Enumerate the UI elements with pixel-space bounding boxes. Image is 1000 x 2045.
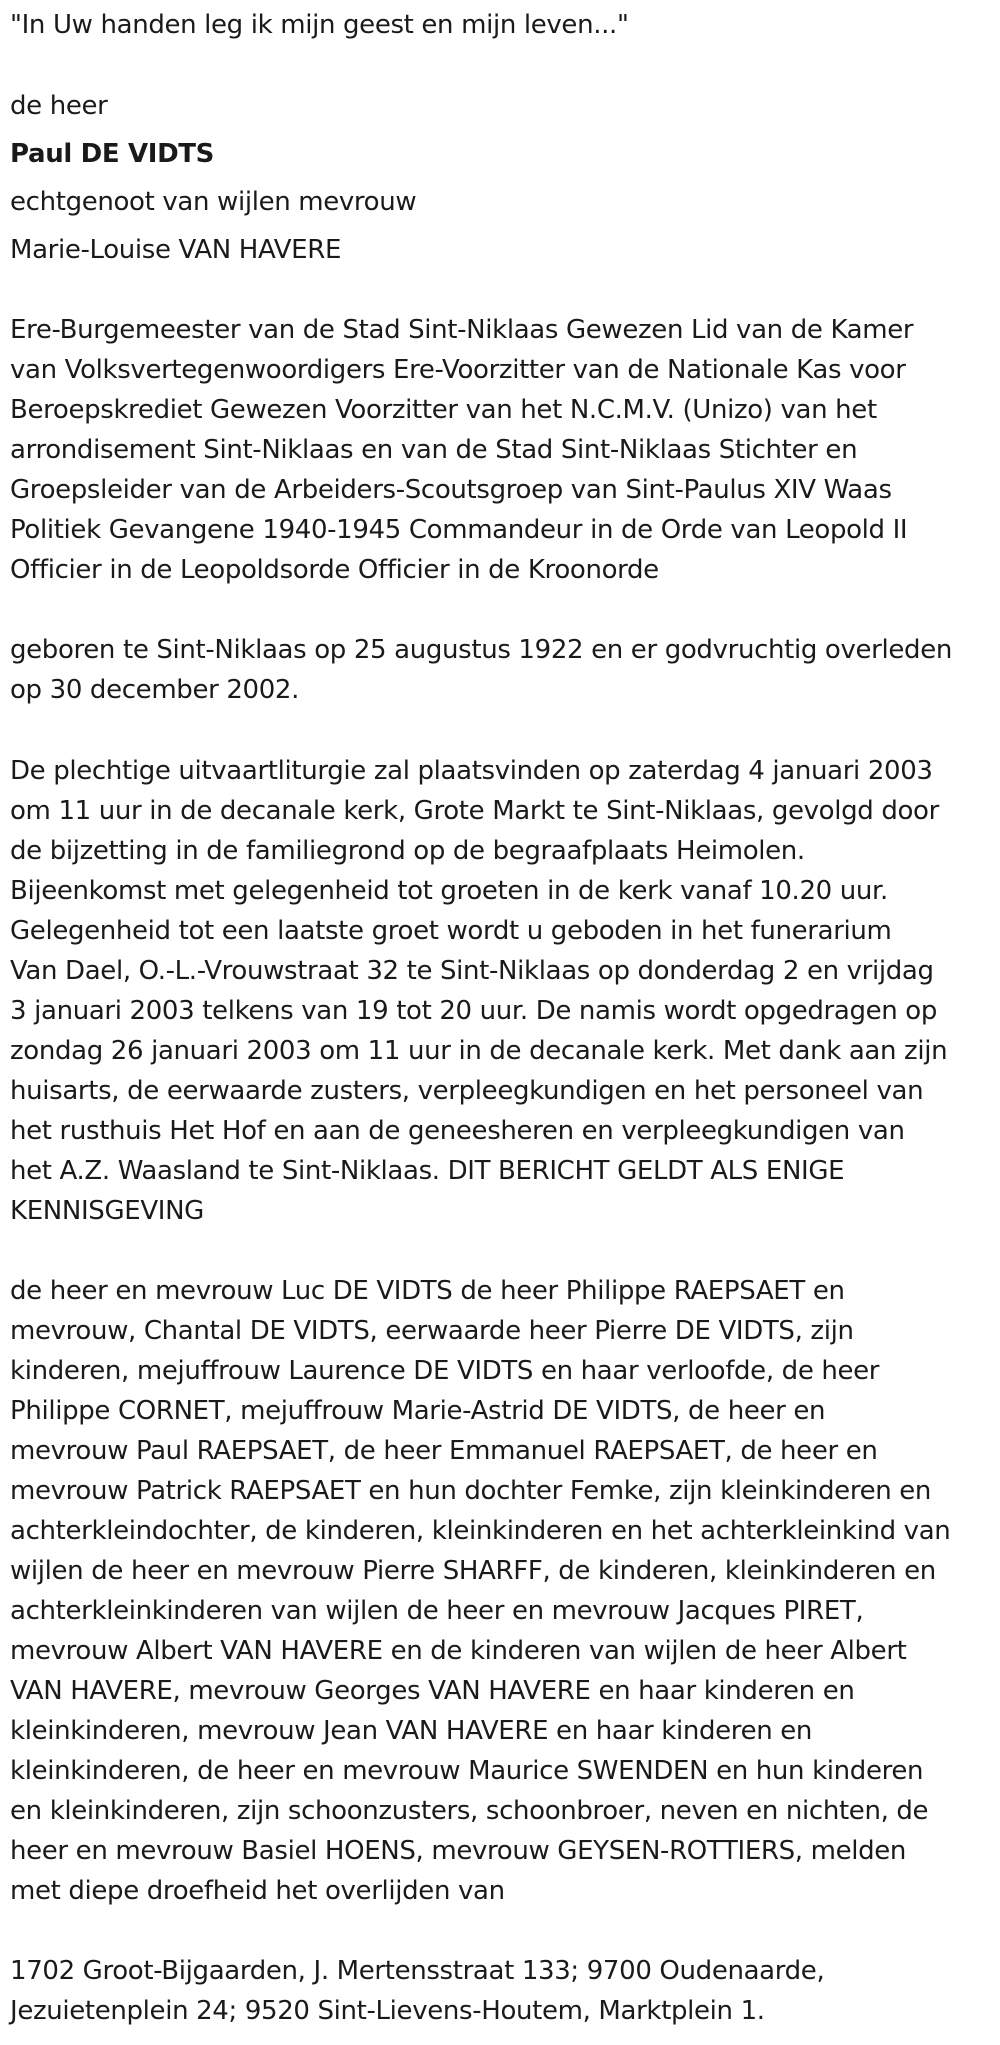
family-line: kleinkinderen, de heer en mevrouw Maurice SWENDEN en hun kinderen	[10, 1756, 924, 1786]
titles-line: arrondisement Sint-Niklaas en van de Stad Sint-Niklaas Stichter en	[10, 435, 858, 465]
family-line: de heer en mevrouw Luc DE VIDTS de heer Philippe RAEPSAET en	[10, 1276, 845, 1306]
opening-quote: "In Uw handen leg ik mijn geest en mijn leven..."	[10, 10, 629, 40]
family-line: VAN HAVERE, mevrouw Georges VAN HAVERE en haar kinderen en	[10, 1676, 855, 1706]
spouse-name: Marie-Louise VAN HAVERE	[10, 235, 342, 265]
titles-line: Politiek Gevangene 1940-1945 Commandeur in de Orde van Leopold II	[10, 515, 908, 545]
family-line: wijlen de heer en mevrouw Pierre SHARFF, de kinderen, kleinkinderen en	[10, 1556, 936, 1586]
funeral-line: Gelegenheid tot een laatste groet wordt u geboden in het funerarium	[10, 916, 892, 946]
funeral-line: het A.Z. Waasland te Sint-Niklaas. DIT BERICHT GELDT ALS ENIGE	[10, 1156, 845, 1186]
funeral-line: 3 januari 2003 telkens van 19 tot 20 uur. De namis wordt opgedragen op	[10, 996, 938, 1026]
family-line: met diepe droefheid het overlijden van	[10, 1876, 505, 1906]
address-line: 1702 Groot-Bijgaarden, J. Mertensstraat 133; 9700 Oudenaarde,	[10, 1956, 825, 1986]
family-line: achterkleindochter, de kinderen, kleinkinderen en het achterkleinkind van	[10, 1516, 951, 1546]
titles-line: Beroepskrediet Gewezen Voorzitter van het N.C.M.V. (Unizo) van het	[10, 395, 877, 425]
funeral-line: het rusthuis Het Hof en aan de geneesheren en verpleegkundigen van	[10, 1116, 905, 1146]
funeral-line: Bijeenkomst met gelegenheid tot groeten in de kerk vanaf 10.20 uur.	[10, 876, 888, 906]
family-line: achterkleinkinderen van wijlen de heer en mevrouw Jacques PIRET,	[10, 1596, 864, 1626]
titles-line: Officier in de Leopoldsorde Officier in de Kroonorde	[10, 555, 659, 585]
funeral-line: huisarts, de eerwaarde zusters, verpleegkundigen en het personeel van	[10, 1076, 924, 1106]
funeral-line: zondag 26 januari 2003 om 11 uur in de decanale kerk. Met dank aan zijn	[10, 1036, 948, 1066]
funeral-line: de bijzetting in de familiegrond op de begraafplaats Heimolen.	[10, 836, 805, 866]
family-line: en kleinkinderen, zijn schoonzusters, schoonbroer, neven en nichten, de	[10, 1796, 929, 1826]
funeral-line: Van Dael, O.-L.-Vrouwstraat 32 te Sint-Niklaas op donderdag 2 en vrijdag	[10, 956, 934, 986]
spouse-prefix: echtgenoot van wijlen mevrouw	[10, 187, 417, 217]
funeral-line: om 11 uur in de decanale kerk, Grote Markt te Sint-Niklaas, gevolgd door	[10, 796, 939, 826]
family-line: mevrouw, Chantal DE VIDTS, eerwaarde heer Pierre DE VIDTS, zijn	[10, 1316, 854, 1346]
funeral-line: De plechtige uitvaartliturgie zal plaatsvinden op zaterdag 4 januari 2003	[10, 756, 933, 786]
family-line: kleinkinderen, mevrouw Jean VAN HAVERE en haar kinderen en	[10, 1716, 813, 1746]
address-line: Jezuietenplein 24; 9520 Sint-Lievens-Houtem, Marktplein 1.	[10, 1996, 765, 2026]
titles-line: van Volksvertegenwoordigers Ere-Voorzitter van de Nationale Kas voor	[10, 355, 906, 385]
titles-line: Ere-Burgemeester van de Stad Sint-Niklaas Gewezen Lid van de Kamer	[10, 315, 914, 345]
funeral-line: KENNISGEVING	[10, 1196, 204, 1226]
deceased-name: Paul DE VIDTS	[10, 139, 215, 169]
family-line: heer en mevrouw Basiel HOENS, mevrouw GEYSEN-ROTTIERS, melden	[10, 1836, 907, 1866]
family-line: mevrouw Patrick RAEPSAET en hun dochter Femke, zijn kleinkinderen en	[10, 1476, 932, 1506]
birth-death-line: op 30 december 2002.	[10, 675, 300, 705]
deceased-title-prefix: de heer	[10, 91, 108, 121]
family-line: mevrouw Albert VAN HAVERE en de kinderen van wijlen de heer Albert	[10, 1636, 907, 1666]
titles-line: Groepsleider van de Arbeiders-Scoutsgroep van Sint-Paulus XIV Waas	[10, 475, 892, 505]
family-line: Philippe CORNET, mejuffrouw Marie-Astrid DE VIDTS, de heer en	[10, 1396, 826, 1426]
obituary-notice	[10, 0, 995, 2045]
family-line: mevrouw Paul RAEPSAET, de heer Emmanuel RAEPSAET, de heer en	[10, 1436, 878, 1466]
birth-death-line: geboren te Sint-Niklaas op 25 augustus 1922 en er godvruchtig overleden	[10, 635, 952, 665]
family-line: kinderen, mejuffrouw Laurence DE VIDTS en haar verloofde, de heer	[10, 1356, 880, 1386]
